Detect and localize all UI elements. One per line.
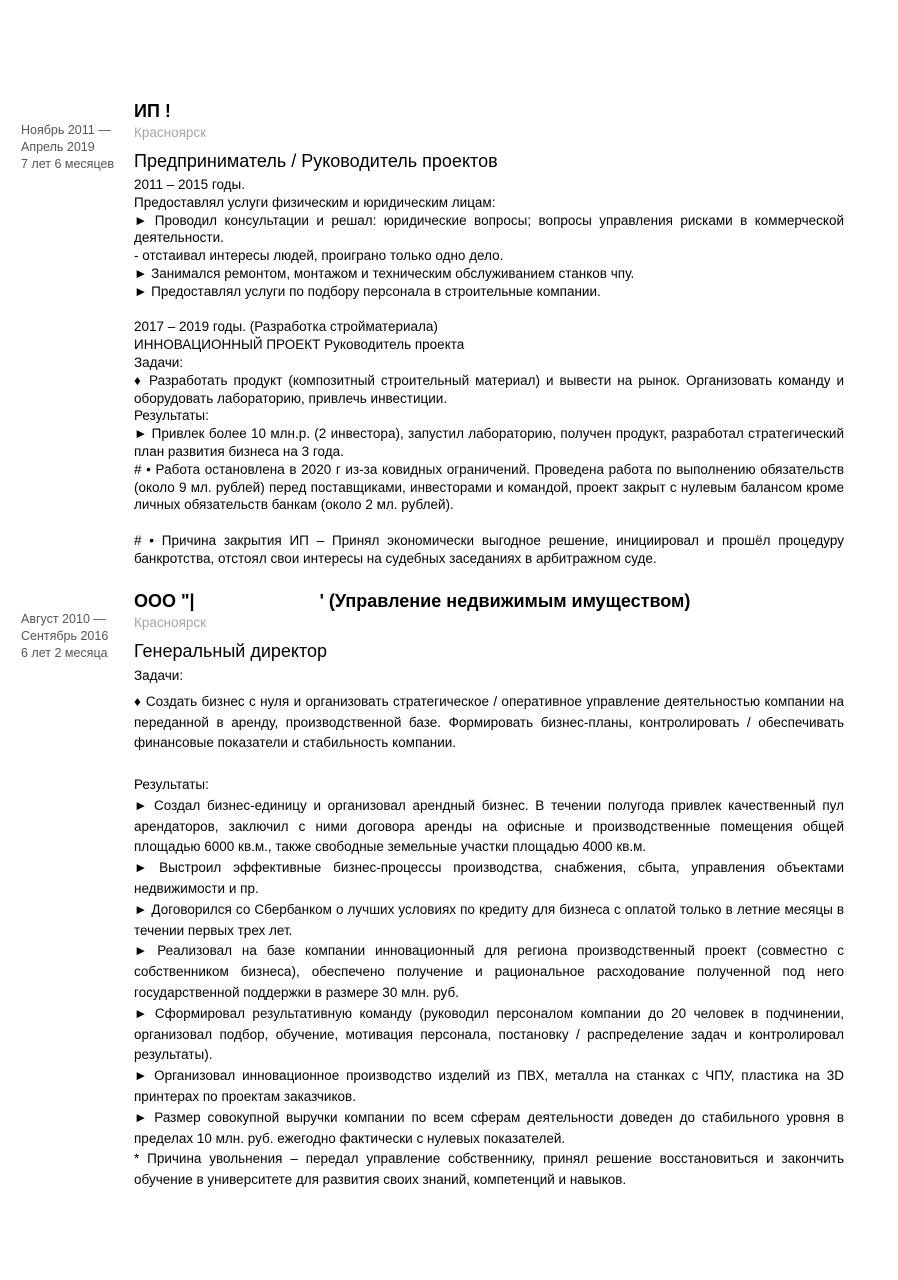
description-line: ► Привлек более 10 млн.р. (2 инвестора), запустил лабораторию, получен продукт, разработал стратегический план развития бизнеса на 3 года. — [134, 426, 844, 459]
description-line: Результаты: — [134, 408, 209, 424]
description-line: ► Сформировал результативную команду (руководил персоналом компании до 20 человек в подчинении, организовал подбор, обучение, мотивация персонала, постановку / распределение задач и контролировал результаты). — [134, 1005, 844, 1063]
period-dates-end: Апрель 2019 — [21, 140, 95, 154]
period-dates-start: Ноябрь 2011 — — [21, 123, 111, 137]
description-line: 2011 – 2015 годы. — [134, 177, 245, 192]
description-line: ► Проводил консультации и решал: юридические вопросы; вопросы управления рисками в коммерческой деятельности. — [134, 212, 844, 246]
period-dates-start: Август 2010 — — [21, 612, 106, 626]
job-description — [134, 176, 844, 568]
period-dates-end: Сентябрь 2016 — [21, 629, 109, 643]
job-content — [134, 588, 844, 1191]
job-description — [134, 666, 844, 1191]
description-line: Задачи: — [134, 354, 184, 370]
company-name: ИП ! — [134, 101, 171, 121]
description-line: Результаты: — [134, 776, 209, 792]
description-line: ► Организовал инновационное производство изделий из ПВХ, металла на станках с ЧПУ, пластика на 3D принтерах по проектам заказчиков. — [134, 1068, 844, 1104]
description-line: - отстаивал интересы людей, проиграно только одно дело. — [134, 248, 504, 264]
description-line: ► Договорился со Сбербанком о лучших условиях по кредиту для бизнеса с оплатой только в летние месяцы в течении первых трех лет. — [134, 901, 844, 938]
description-line: ♦ Разработать продукт (композитный строительный материал) и вывести на рынок. Организовать команду и оборудовать лабораторию, привлечь инвестиции. — [134, 372, 844, 406]
job-period — [21, 611, 126, 662]
description-line: ► Создал бизнес-единицу и организовал арендный бизнес. В течении полугода привлек качественный пул арендаторов, заключил с ними договора аренды на офисные и производственные помещения общей площадью 6000 кв.м., также свободные земельные участки площадью 4000 кв.м. — [134, 797, 844, 855]
description-line: ИННОВАЦИОННЫЙ ПРОЕКТ Руководитель проекта — [134, 337, 465, 353]
description-line: ► Размер совокупной выручки компании по всем сферам деятельности доведен до стабильного уровня в пределах 10 млн. руб. ежегодно фактически с нулевых показателей. — [134, 1109, 844, 1146]
period-duration: 7 лет 6 месяцев — [21, 157, 115, 171]
description-line: ► Предоставлял услуги по подбору персонала в строительные компании. — [134, 283, 601, 299]
spacer — [134, 301, 844, 319]
company-city: Красноярск — [134, 125, 207, 140]
description-line: Предоставлял услуги физическим и юридическим лицам: — [134, 194, 496, 210]
job-position: Генеральный директор — [134, 641, 328, 661]
spacer — [134, 514, 844, 532]
description-line: * Причина увольнения – передал управление собственнику, принял решение восстановиться и закончить обучение в университете для развития своих знаний, компетенций и навыков. — [134, 1151, 844, 1188]
description-line: # • Работа остановлена в 2020 г из-за ковидных ограничений. Проведена работа по выполнению обязательств (около 9 мл. рублей) перед поставщиками, инвесторами и командой, проект закрыт с нулевым балансом кроме личных обязательств банкам (около 2 мл. рублей). — [134, 461, 844, 513]
spacer — [134, 754, 844, 775]
period-duration: 6 лет 2 месяца — [21, 646, 108, 660]
company-city: Красноярск — [134, 615, 207, 630]
job-content — [134, 98, 844, 568]
company-name: ООО "| ' (Управление недвижимым имуществом) — [134, 591, 691, 611]
description-line: ► Занимался ремонтом, монтажом и техническим обслуживанием станков чпу. — [134, 265, 635, 281]
job-position: Предприниматель / Руководитель проектов — [134, 151, 498, 171]
description-line: # • Причина закрытия ИП – Принял экономически выгодное решение, инициировал и прошёл процедуру банкротства, отстоял свои интересы на судебных заседаниях в арбитражном суде. — [134, 532, 844, 566]
description-line: ► Реализовал на базе компании инновационный для региона производственный проект (совместно с собственником бизнеса), обеспечено получение и рациональное расходование полученной под него государственной поддержки в размере 30 млн. руб. — [134, 943, 844, 1000]
description-line: 2017 – 2019 годы. (Разработка стройматериала) — [134, 319, 438, 335]
description-line: ► Выстроил эффективные бизнес-процессы производства, снабжения, сбыта, управления объектами недвижимости и пр. — [134, 860, 844, 896]
description-line: Задачи: — [134, 668, 184, 683]
description-line: ♦ Создать бизнес с нуля и организовать стратегическое / оперативное управление деятельностью компании на переданной в аренду, производственной базе. Формировать бизнес-планы, контролировать / обеспечивать финансовые показатели и стабильность компании. — [134, 693, 844, 751]
job-period — [21, 122, 126, 173]
